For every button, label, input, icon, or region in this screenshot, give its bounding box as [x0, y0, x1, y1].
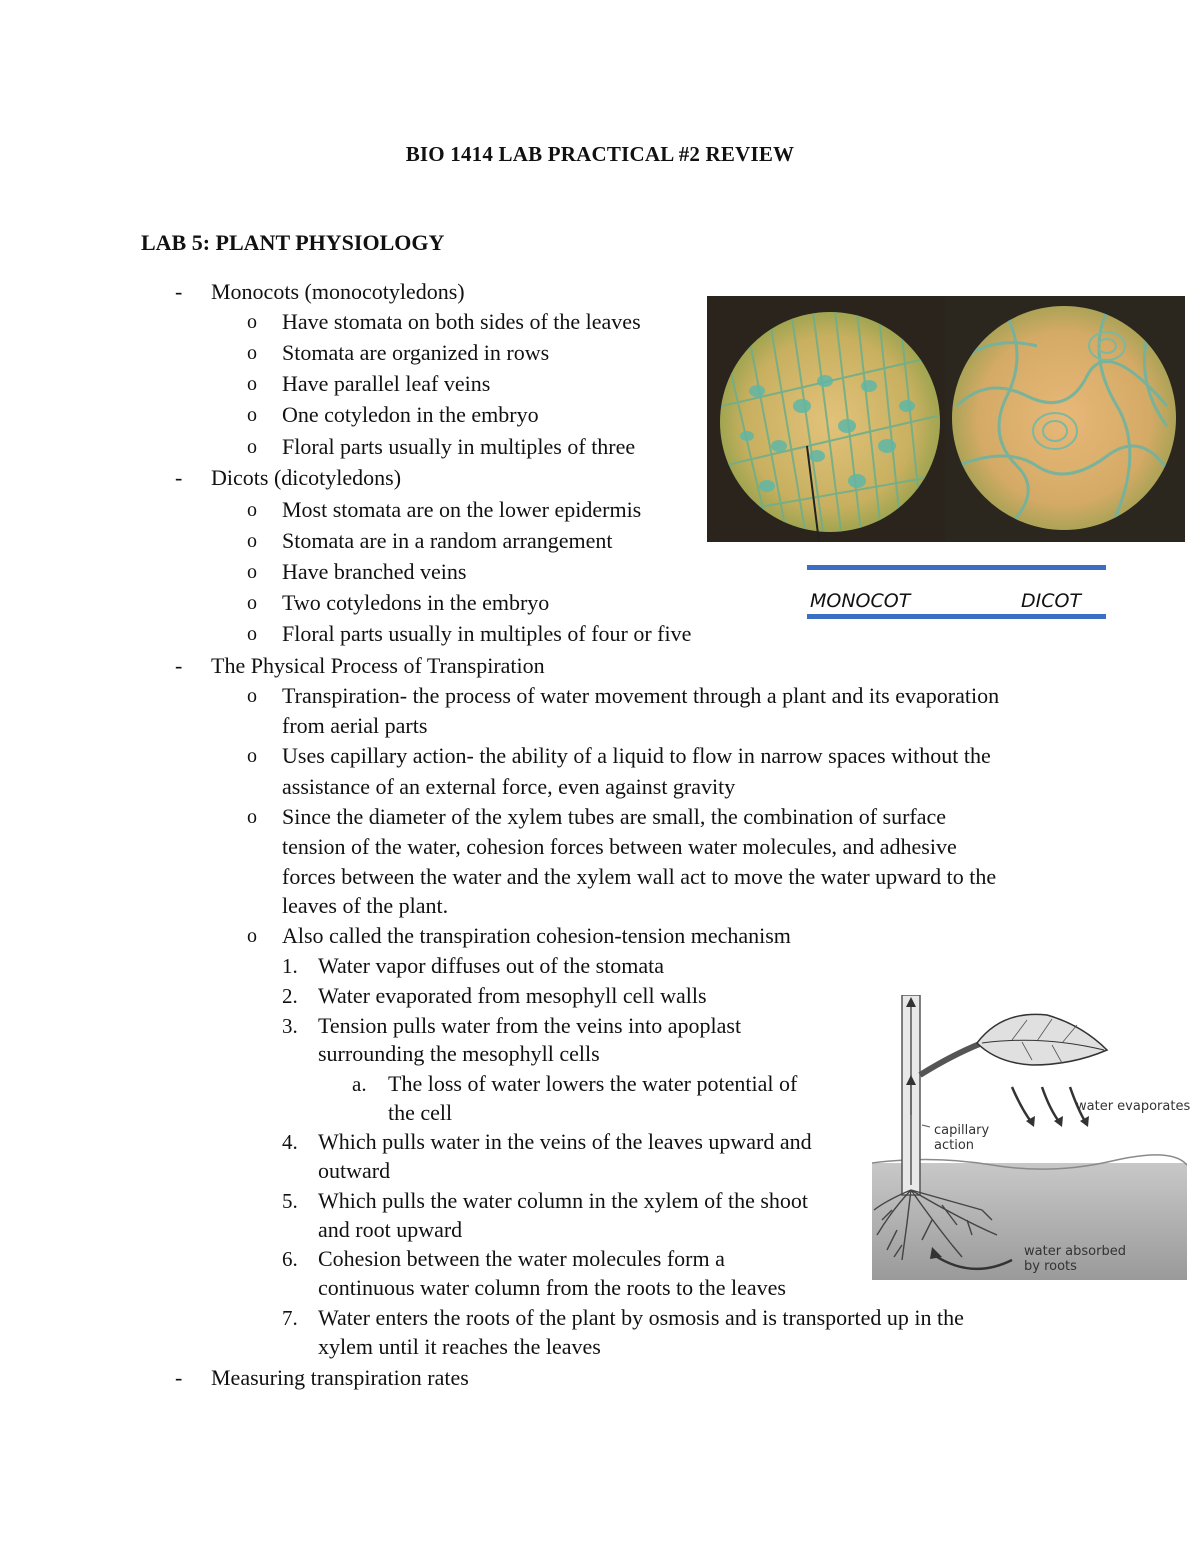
dicot-field: [952, 306, 1176, 530]
step-number: 7.: [282, 1306, 298, 1330]
microscope-images: [707, 296, 1185, 542]
sub-bullet: o: [247, 592, 257, 614]
step-number: 5.: [282, 1189, 298, 1213]
list-item: Most stomata are on the lower epidermis: [282, 497, 642, 522]
leaf: [977, 1014, 1107, 1065]
list-item: Have parallel leaf veins: [282, 371, 491, 396]
label-rule-top: [807, 565, 1106, 570]
step-text: Water vapor diffuses out of the stomata: [318, 953, 665, 978]
dash-bullet: -: [175, 653, 183, 678]
transpiration-diagram: [872, 995, 1187, 1280]
step-text: Which pulls the water column in the xylem of the shoot: [318, 1188, 809, 1213]
sub-bullet: o: [247, 311, 257, 333]
list-item: Stomata are organized in rows: [282, 340, 550, 365]
sub-bullet: o: [247, 685, 257, 707]
step-text: Which pulls water in the veins of the leaves upward and: [318, 1129, 812, 1154]
list-item: Two cotyledons in the embryo: [282, 590, 550, 615]
monocots-heading: Monocots (monocotyledons): [211, 279, 465, 304]
sub-bullet: o: [247, 623, 257, 645]
leaf-stalk: [920, 1043, 982, 1075]
evaporation-arrow: [1042, 1087, 1060, 1123]
step-text: surrounding the mesophyll cells: [318, 1041, 600, 1066]
sub-bullet: o: [247, 561, 257, 583]
step-number: 4.: [282, 1130, 298, 1154]
label-rule-bottom: [807, 614, 1106, 619]
step-number: 3.: [282, 1014, 298, 1038]
sub-bullet: o: [247, 499, 257, 521]
measuring-heading: Measuring transpiration rates: [211, 1365, 469, 1390]
document-title: BIO 1414 LAB PRACTICAL #2 REVIEW: [405, 142, 795, 166]
dash-bullet: -: [175, 279, 183, 304]
paragraph-line: tension of the water, cohesion forces between water molecules, and adhesive: [282, 834, 957, 859]
step-text: Tension pulls water from the veins into apoplast: [318, 1013, 742, 1038]
capillary-label-line: capillary: [934, 1123, 990, 1138]
sub-bullet: o: [247, 806, 257, 828]
paragraph-line: Also called the transpiration cohesion-tension mechanism: [282, 923, 791, 948]
sub-bullet: o: [247, 530, 257, 552]
paragraph-line: leaves of the plant.: [282, 893, 449, 918]
absorbed-label-line: water absorbed: [1024, 1244, 1126, 1259]
transpiration-heading: The Physical Process of Transpiration: [211, 653, 545, 678]
step-number: 2.: [282, 984, 298, 1008]
paragraph-line: Uses capillary action- the ability of a liquid to flow in narrow spaces without the: [282, 743, 991, 768]
paragraph-line: Since the diameter of the xylem tubes are small, the combination of surface: [282, 804, 947, 829]
sub-bullet: o: [247, 745, 257, 767]
sub-bullet: o: [247, 925, 257, 947]
list-item: Floral parts usually in multiples of four or five: [282, 621, 692, 646]
paragraph-line: forces between the water and the xylem wall act to move the water upward to the: [282, 864, 997, 889]
dash-bullet: -: [175, 465, 183, 490]
step-text: Cohesion between the water molecules form a: [318, 1246, 725, 1271]
dicot-label: DICOT: [1021, 590, 1082, 612]
substep-text: the cell: [388, 1100, 453, 1125]
section-heading: LAB 5: PLANT PHYSIOLOGY: [141, 230, 445, 255]
list-item: Have branched veins: [282, 559, 467, 584]
step-text: Water evaporated from mesophyll cell walls: [318, 983, 707, 1008]
step-number: 1.: [282, 954, 298, 978]
sub-bullet: o: [247, 436, 257, 458]
step-number: 6.: [282, 1247, 298, 1271]
capillary-label-line: action: [934, 1138, 975, 1153]
paragraph-line: from aerial parts: [282, 713, 428, 738]
water-evaporates-label: water evaporates: [1076, 1099, 1191, 1114]
paragraph-line: Transpiration- the process of water movement through a plant and its evaporation: [282, 683, 1000, 708]
substep-letter: a.: [352, 1072, 367, 1096]
evaporation-arrow: [1012, 1087, 1032, 1123]
sub-bullet: o: [247, 404, 257, 426]
sub-bullet: o: [247, 342, 257, 364]
step-text: Water enters the roots of the plant by osmosis and is transported up in the: [318, 1305, 964, 1330]
step-text: continuous water column from the roots to the leaves: [318, 1275, 786, 1300]
step-text: and root upward: [318, 1217, 463, 1242]
list-item: One cotyledon in the embryo: [282, 402, 539, 427]
step-text: outward: [318, 1158, 391, 1183]
dash-bullet: -: [175, 1365, 183, 1390]
list-item: Have stomata on both sides of the leaves: [282, 309, 641, 334]
absorbed-label-line: by roots: [1024, 1259, 1077, 1274]
list-item: Floral parts usually in multiples of three: [282, 434, 636, 459]
step-text: xylem until it reaches the leaves: [318, 1334, 601, 1359]
paragraph-line: assistance of an external force, even against gravity: [282, 774, 736, 799]
monocot-label: MONOCOT: [810, 590, 911, 612]
list-item: Stomata are in a random arrangement: [282, 528, 613, 553]
substep-text: The loss of water lowers the water potential of: [388, 1071, 798, 1096]
dicots-heading: Dicots (dicotyledons): [211, 465, 402, 490]
sub-bullet: o: [247, 373, 257, 395]
